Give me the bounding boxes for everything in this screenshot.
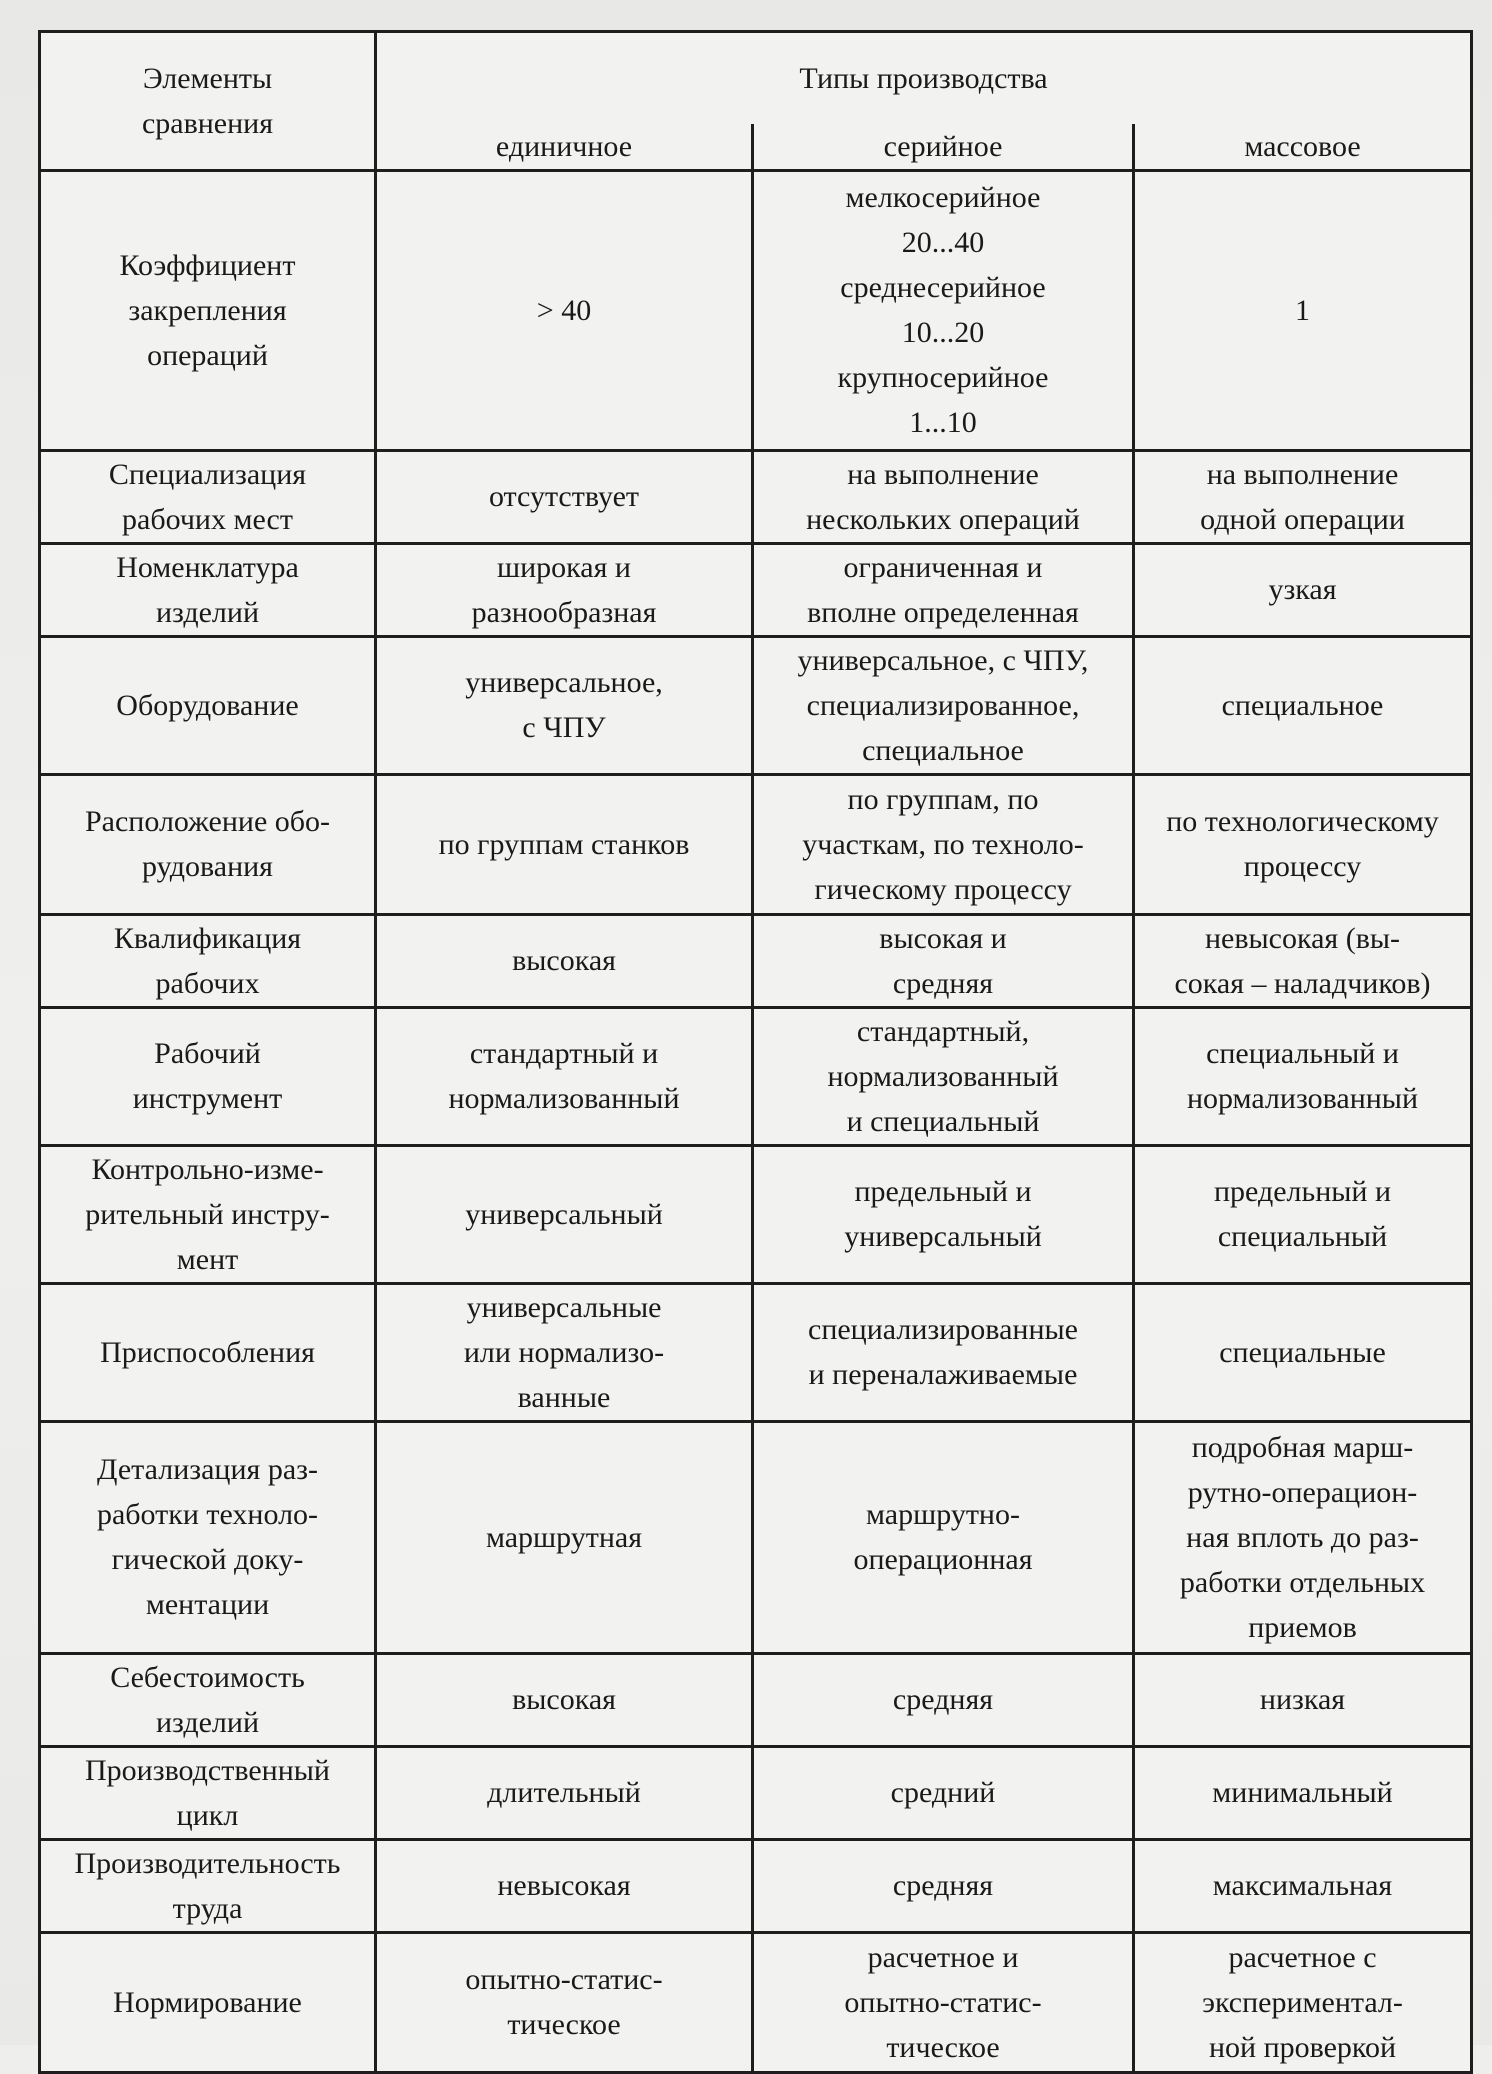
single-cell	[376, 543, 753, 636]
cell-text: маршрутная	[485, 1520, 643, 1554]
table-row	[40, 774, 1472, 914]
serial-cell	[753, 1145, 1134, 1283]
cell-text: универсальное, с ЧПУ	[465, 666, 663, 744]
cell-text: стандартный и нормализованный	[448, 1037, 680, 1115]
serial-cell	[753, 774, 1134, 914]
cell-text: по группам, по участкам, по техноло- гическому процессу	[802, 782, 1084, 906]
table-row	[40, 1932, 1472, 2072]
cell-text: Оборудование	[116, 688, 299, 722]
header-type-single	[376, 124, 753, 171]
row-label-cell	[40, 1653, 376, 1746]
single-cell	[376, 450, 753, 543]
table-row	[40, 914, 1472, 1007]
cell-text: на выполнение одной операции	[1200, 457, 1405, 536]
table-body	[40, 170, 1472, 2072]
row-label-cell	[40, 1839, 376, 1932]
mass-cell	[1134, 450, 1472, 543]
header-elements-label: Элементы сравнения	[141, 61, 274, 140]
serial-cell	[753, 914, 1134, 1007]
row-label-cell	[40, 1007, 376, 1145]
serial-cell	[753, 1283, 1134, 1421]
row-label-cell	[40, 1932, 376, 2072]
cell-text: предельный и универсальный	[844, 1175, 1042, 1253]
cell-text: по технологическому процессу	[1166, 805, 1439, 883]
table-row	[40, 1421, 1472, 1653]
header-elements-cell	[40, 32, 376, 171]
serial-cell	[753, 1839, 1134, 1932]
cell-text: ограниченная и вполне определенная	[807, 550, 1079, 629]
table-row	[40, 1145, 1472, 1283]
type-label: единичное	[495, 129, 633, 163]
serial-cell	[753, 1932, 1134, 2072]
serial-cell	[753, 1746, 1134, 1839]
cell-text: универсальный	[465, 1197, 663, 1231]
single-cell	[376, 1145, 753, 1283]
cell-text: минимальный	[1212, 1776, 1393, 1809]
header-group-label: Типы производства	[799, 61, 1048, 95]
cell-text: специализированные и переналаживаемые	[808, 1313, 1078, 1391]
table-row	[40, 170, 1472, 450]
mass-cell	[1134, 774, 1472, 914]
single-cell	[376, 1653, 753, 1746]
cell-text: > 40	[536, 293, 592, 327]
single-cell	[376, 636, 753, 774]
cell-text: расчетное и опытно-статис- тическое	[844, 1940, 1042, 2064]
cell-text: средняя	[892, 1869, 994, 1902]
cell-text: Нормирование	[113, 1985, 302, 2019]
cell-text: Квалификация рабочих	[113, 921, 302, 1000]
cell-text: подробная марш- рутно-операцион- ная вплоть до раз- работки отдельных приемов	[1179, 1430, 1426, 1644]
type-label: серийное	[883, 129, 1003, 163]
table-row	[40, 1653, 1472, 1746]
single-cell	[376, 774, 753, 914]
cell-text: на выполнение нескольких операций	[806, 457, 1080, 536]
header-type-serial	[753, 124, 1134, 171]
cell-text: Себестоимость изделий	[110, 1660, 305, 1739]
cell-text: Производительность труда	[74, 1846, 341, 1925]
cell-text: длительный	[487, 1776, 641, 1809]
cell-text: стандартный, нормализованный и специальный	[827, 1014, 1059, 1138]
cell-text: Контрольно-изме- рительный инстру- мент	[85, 1152, 330, 1276]
cell-text: низкая	[1259, 1683, 1346, 1716]
row-label-cell	[40, 774, 376, 914]
cell-text: специальное	[1221, 688, 1384, 722]
row-label-cell	[40, 543, 376, 636]
mass-cell	[1134, 1283, 1472, 1421]
mass-cell	[1134, 543, 1472, 636]
cell-text: специальные	[1219, 1335, 1386, 1369]
cell-text: невысокая (вы- сокая – наладчиков)	[1174, 921, 1431, 1000]
cell-text: предельный и специальный	[1213, 1175, 1392, 1253]
cell-text: Номенклатура изделий	[116, 550, 299, 629]
mass-cell	[1134, 636, 1472, 774]
single-cell	[376, 1746, 753, 1839]
table-row	[40, 450, 1472, 543]
cell-text: Специализация рабочих мест	[108, 457, 307, 536]
single-cell	[376, 1421, 753, 1653]
cell-text: высокая	[512, 1683, 616, 1716]
single-cell	[376, 1007, 753, 1145]
serial-cell	[753, 1007, 1134, 1145]
cell-text: максимальная	[1212, 1869, 1393, 1902]
header-row	[40, 32, 1472, 124]
cell-text: Приспособления	[100, 1335, 315, 1369]
table-row	[40, 1746, 1472, 1839]
cell-text: средний	[890, 1776, 996, 1809]
cell-text: Коэффициент закрепления операций	[119, 248, 296, 372]
cell-text: невысокая	[497, 1869, 631, 1902]
header-type-mass	[1134, 124, 1472, 171]
cell-text: высокая	[512, 944, 616, 977]
row-label-cell	[40, 170, 376, 450]
cell-text: 1	[1295, 293, 1310, 327]
header-group-cell	[376, 32, 1472, 124]
serial-cell	[753, 1653, 1134, 1746]
single-cell	[376, 170, 753, 450]
cell-text: узкая	[1268, 573, 1337, 606]
cell-text: Рабочий инструмент	[132, 1037, 283, 1115]
single-cell	[376, 1839, 753, 1932]
cell-text: Детализация раз- работки техноло- гической доку- ментации	[96, 1453, 319, 1621]
serial-cell	[753, 1421, 1134, 1653]
cell-text: специальный и нормализованный	[1186, 1037, 1419, 1115]
single-cell	[376, 1932, 753, 2072]
cell-text: по группам станков	[438, 827, 690, 861]
table-row	[40, 543, 1472, 636]
table-row	[40, 636, 1472, 774]
serial-cell	[753, 636, 1134, 774]
mass-cell	[1134, 170, 1472, 450]
row-label-cell	[40, 1421, 376, 1653]
cell-text: Производственный цикл	[85, 1753, 330, 1832]
table-row	[40, 1283, 1472, 1421]
mass-cell	[1134, 1145, 1472, 1283]
row-label-cell	[40, 1283, 376, 1421]
type-label: массовое	[1244, 129, 1361, 163]
single-cell	[376, 914, 753, 1007]
mass-cell	[1134, 1932, 1472, 2072]
mass-cell	[1134, 1839, 1472, 1932]
mass-cell	[1134, 914, 1472, 1007]
mass-cell	[1134, 1746, 1472, 1839]
cell-text: отсутствует	[488, 480, 640, 513]
cell-text: универсальные или нормализо- ванные	[463, 1290, 665, 1414]
table-row	[40, 1839, 1472, 1932]
row-label-cell	[40, 1145, 376, 1283]
row-label-cell	[40, 636, 376, 774]
cell-text: средняя	[892, 1683, 994, 1716]
cell-text: высокая и средняя	[879, 921, 1007, 1000]
serial-cell	[753, 543, 1134, 636]
mass-cell	[1134, 1653, 1472, 1746]
mass-cell	[1134, 1421, 1472, 1653]
table-row	[40, 1007, 1472, 1145]
cell-text: универсальное, с ЧПУ, специализированное, специальное	[797, 643, 1089, 767]
serial-cell	[753, 450, 1134, 543]
cell-text: Расположение обо- рудования	[84, 805, 331, 883]
cell-text: маршрутно- операционная	[853, 1498, 1033, 1576]
production-types-table	[38, 30, 1473, 2074]
single-cell	[376, 1283, 753, 1421]
cell-text: широкая и разнообразная	[471, 550, 657, 629]
cell-text: опытно-статис- тическое	[465, 1963, 663, 2041]
row-label-cell	[40, 1746, 376, 1839]
row-label-cell	[40, 450, 376, 543]
mass-cell	[1134, 1007, 1472, 1145]
row-label-cell	[40, 914, 376, 1007]
serial-cell	[753, 170, 1134, 450]
cell-text: расчетное с экспериментал- ной проверкой	[1202, 1940, 1403, 2064]
cell-text: мелкосерийное 20...40 среднесерийное 10...20 крупносерийное 1...10	[837, 181, 1049, 439]
